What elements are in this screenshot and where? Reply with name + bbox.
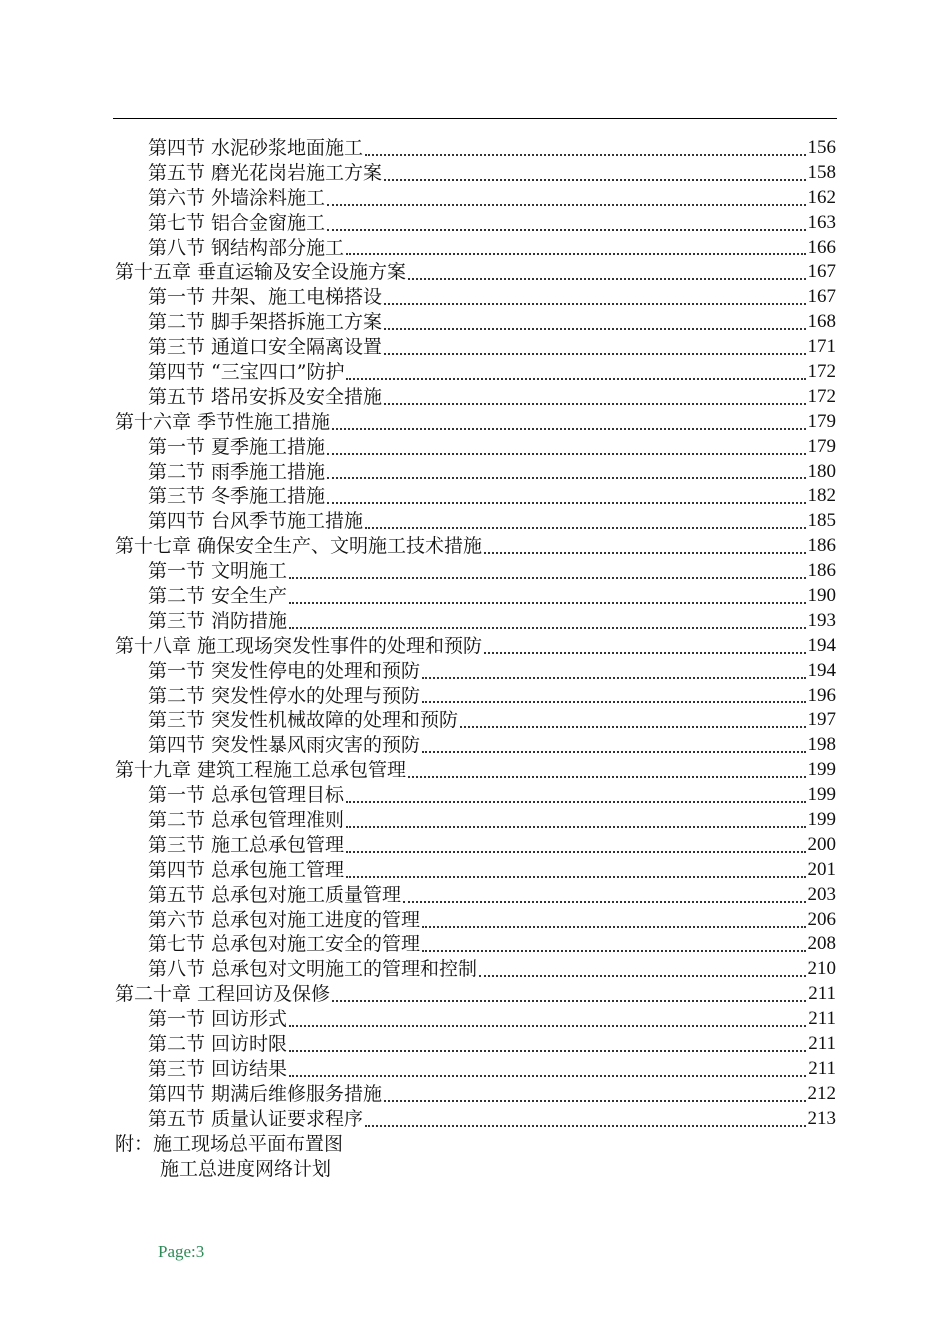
toc-entry-page: 166 [807,236,836,258]
toc-entry-label: 第七节 铝合金窗施工 [148,211,326,234]
toc-dot-leader [384,353,805,355]
toc-entry-label: 第一节 夏季施工措施 [148,435,326,458]
toc-entry-label: 第四节 期满后维修服务措施 [148,1082,383,1105]
toc-entry-label: 第三节 突发性机械故障的处理和预防 [148,709,459,732]
toc-entry-page: 168 [807,311,836,333]
toc-entry-label: 第三节 消防措施 [148,609,288,632]
toc-dot-leader [346,826,805,828]
toc-dot-leader [384,303,805,305]
toc-entry-page: 193 [807,609,836,631]
toc-entry-section[interactable] [115,236,836,261]
toc-entry-section[interactable] [115,211,836,236]
toc-dot-leader [332,1000,806,1002]
toc-entry-page: 199 [807,784,836,806]
toc-entry-section[interactable] [115,883,836,908]
toc-entry-section[interactable] [115,435,836,460]
toc-entry-page: 194 [807,634,836,656]
toc-dot-leader [289,577,805,579]
toc-entry-label: 第十五章 垂直运输及安全设施方案 [115,261,407,284]
toc-entry-label: 第四节 台风季节施工措施 [148,510,364,533]
toc-entry-label: 第二节 雨季施工措施 [148,460,326,483]
toc-entry-label: 第二节 突发性停水的处理与预防 [148,684,421,707]
toc-entry-page: 199 [807,809,836,831]
toc-entry-page: 211 [808,1008,836,1030]
toc-dot-leader [479,975,805,977]
toc-entry-page: 185 [807,510,836,532]
toc-entry-section[interactable] [115,559,836,584]
toc-entry-label: 第六节 总承包对施工进度的管理 [148,908,421,931]
toc-dot-leader [327,229,805,231]
toc-entry-label: 第一节 文明施工 [148,560,288,583]
toc-entry-page: 163 [807,211,836,233]
toc-entry-section[interactable] [115,609,836,634]
toc-dot-leader [289,1025,806,1027]
toc-entry-section[interactable] [115,584,836,609]
toc-entry-section[interactable] [115,858,836,883]
toc-entry-page: 213 [807,1107,836,1129]
toc-entry-label: 第六节 外墙涂料施工 [148,186,326,209]
toc-entry-page: 197 [807,709,836,731]
toc-dot-leader [346,253,805,255]
toc-entry-label: 第一节 回访形式 [148,1008,288,1031]
toc-entry-page: 190 [807,585,836,607]
toc-entry-label: 第一节 井架、施工电梯搭设 [148,286,383,309]
toc-entry-page: 162 [807,186,836,208]
toc-dot-leader [346,801,805,803]
toc-dot-leader [422,677,805,679]
toc-entry-section[interactable] [115,360,836,385]
toc-entry-page: 167 [807,286,836,308]
toc-dot-leader [384,179,805,181]
toc-entry-page: 203 [807,883,836,905]
toc-entry-section[interactable] [115,335,836,360]
toc-dot-leader [422,950,805,952]
toc-entry-label: 第十九章 建筑工程施工总承包管理 [115,759,407,782]
toc-dot-leader [346,378,805,380]
toc-entry-page: 182 [807,485,836,507]
toc-entry-section[interactable] [115,1032,836,1057]
toc-entry-page: 206 [807,908,836,930]
toc-dot-leader [327,453,805,455]
toc-entry-page: 186 [807,560,836,582]
toc-entry-section[interactable] [115,509,836,534]
toc-entry-label: 第十六章 季节性施工措施 [115,410,331,433]
toc-entry-section[interactable] [115,1082,836,1107]
toc-entry-page: 208 [807,933,836,955]
toc-entry-label: 第二节 总承包管理准则 [148,809,345,832]
toc-entry-section[interactable] [115,285,836,310]
toc-entry-label: 第四节 水泥砂浆地面施工 [148,136,364,159]
toc-entry-section[interactable] [115,659,836,684]
toc-entry-section[interactable] [115,484,836,509]
toc-entry-section[interactable] [115,908,836,933]
toc-dot-leader [460,726,805,728]
toc-entry-label: 第三节 施工总承包管理 [148,833,345,856]
appendix-line-1: 附：施工现场总平面布置图 [115,1133,344,1155]
toc-entry-page: 199 [807,759,836,781]
toc-entry-page: 201 [807,858,836,880]
toc-dot-leader [408,278,805,280]
toc-dot-leader [384,403,805,405]
toc-entry-label: 第二十章 工程回访及保修 [115,983,331,1006]
toc-dot-leader [484,552,805,554]
page-number: Page:3 [158,1242,205,1261]
toc-entry-label: 第十八章 施工现场突发性事件的处理和预防 [115,634,483,657]
toc-dot-leader [327,502,805,504]
toc-entry-section[interactable] [115,733,836,758]
toc-entry-page: 211 [808,1057,836,1079]
toc-dot-leader [484,652,805,654]
toc-entry-section[interactable] [115,1007,836,1032]
toc-entry-page: 167 [807,261,836,283]
toc-entry-page: 186 [807,535,836,557]
toc-entry-label: 第四节 总承包施工管理 [148,858,345,881]
toc-entry-page: 172 [807,361,836,382]
toc-entry-page: 211 [808,983,836,1005]
toc-entry-label: 第三节 通道口安全隔离设置 [148,336,383,359]
toc-dot-leader [365,1125,805,1127]
toc-entry-page: 212 [807,1082,836,1104]
toc-entry-chapter[interactable] [115,534,836,559]
toc-dot-leader [384,1100,805,1102]
toc-entry-chapter[interactable] [115,410,836,435]
toc-entry-section[interactable] [115,808,836,833]
toc-entry-label: 第五节 塔吊安拆及安全措施 [148,385,383,408]
toc-entry-section[interactable] [115,684,836,709]
toc-dot-leader [403,901,805,903]
toc-entry-page: 158 [807,161,836,183]
toc-entry-chapter[interactable] [115,982,836,1007]
toc-entry-section[interactable] [115,186,836,211]
toc-dot-leader [408,776,805,778]
toc-entry-label: 第二节 脚手架搭拆施工方案 [148,311,383,334]
toc-dot-leader [384,328,805,330]
toc-entry-page: 179 [807,435,836,457]
toc-entry-section[interactable] [115,933,836,958]
toc-entry-section[interactable] [115,783,836,808]
toc-dot-leader [422,751,805,753]
toc-entry-page: 200 [807,833,836,855]
toc-entry-page: 156 [807,136,836,158]
toc-entry-label: 第三节 回访结果 [148,1057,288,1080]
toc-entry-label: 第五节 质量认证要求程序 [148,1107,364,1130]
toc-entry-page: 211 [808,1033,836,1055]
toc-entry-label: 第二节 回访时限 [148,1033,288,1056]
toc-entry-label: 第八节 钢结构部分施工 [148,236,345,259]
toc-entry-section[interactable] [115,310,836,335]
toc-entry-label: 第四节 突发性暴风雨灾害的预防 [148,734,421,757]
toc-dot-leader [422,926,805,928]
toc-entry-section[interactable] [115,460,836,485]
toc-entry-page: 179 [807,410,836,432]
toc-entry-page: 194 [807,659,836,681]
toc-entry-page: 198 [807,734,836,756]
toc-entry-chapter[interactable] [115,260,836,285]
toc-dot-leader [365,154,805,156]
toc-entry-label: 第五节 总承包对施工质量管理 [148,883,402,906]
toc-entry-label: 第十七章 确保安全生产、文明施工技术措施 [115,535,483,558]
table-of-contents [115,136,836,1132]
toc-dot-leader [346,876,805,878]
toc-dot-leader [332,428,805,430]
toc-entry-page: 210 [807,958,836,980]
toc-dot-leader [327,477,805,479]
toc-entry-label: 第一节 突发性停电的处理和预防 [148,659,421,682]
toc-entry-section[interactable] [115,708,836,733]
toc-entry-label: 第二节 安全生产 [148,585,288,608]
toc-entry-label: 第八节 总承包对文明施工的管理和控制 [148,958,478,981]
toc-entry-label: 第五节 磨光花岗岩施工方案 [148,161,383,184]
toc-dot-leader [289,1050,806,1052]
toc-dot-leader [365,527,805,529]
toc-entry-section[interactable] [115,161,836,186]
toc-entry-label: 第一节 总承包管理目标 [148,784,345,807]
toc-entry-label: 第七节 总承包对施工安全的管理 [148,933,421,956]
toc-entry-page: 171 [807,336,836,358]
toc-dot-leader [327,204,805,206]
toc-entry-section[interactable] [115,833,836,858]
toc-entry-section[interactable] [115,385,836,410]
toc-entry-page: 180 [807,460,836,482]
toc-dot-leader [289,627,805,629]
toc-entry-chapter[interactable] [115,634,836,659]
toc-entry-page: 172 [807,385,836,407]
toc-dot-leader [289,602,805,604]
toc-entry-label: 第三节 冬季施工措施 [148,485,326,508]
toc-entry-section[interactable] [115,1107,836,1132]
appendix-line-2: 施工总进度网络计划 [160,1158,332,1180]
toc-dot-leader [422,701,805,703]
toc-entry-label: 第四节 “三宝四口”防护 [148,361,345,383]
header-rule [113,118,837,119]
toc-dot-leader [346,851,805,853]
toc-entry-chapter[interactable] [115,758,836,783]
toc-entry-section[interactable] [115,957,836,982]
toc-entry-section[interactable] [115,1057,836,1082]
toc-entry-section[interactable] [115,136,836,161]
toc-entry-page: 196 [807,684,836,706]
toc-dot-leader [289,1075,806,1077]
